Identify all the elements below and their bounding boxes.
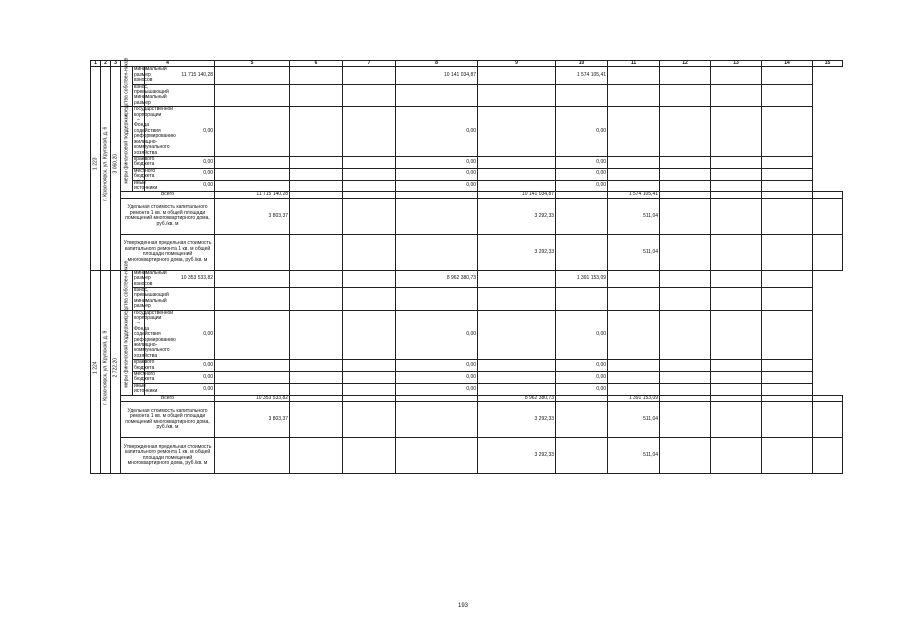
row-number-text: 1 223 <box>91 157 98 171</box>
cell-col9: 8 962 380,73 <box>396 270 478 287</box>
empty-cell <box>215 180 290 192</box>
table-row <box>91 360 843 372</box>
empty-cell <box>762 438 813 474</box>
col-header: 11 <box>608 61 660 67</box>
table-row <box>91 383 843 395</box>
empty-cell <box>660 84 711 107</box>
table-row <box>91 84 843 107</box>
row-label <box>133 83 169 107</box>
empty-cell <box>343 84 396 107</box>
row-label-text: Удельная стоимость капитального ремонта 1 кв. м общей площади помещений многоквартирного дома, руб./кв. м <box>125 407 210 430</box>
cell-col9: 0,00 <box>396 180 478 192</box>
empty-cell <box>215 67 290 84</box>
empty-cell <box>660 372 711 384</box>
empty-cell <box>608 168 660 180</box>
row-label-text: краевого бюджета <box>134 155 155 168</box>
cell-col9 <box>396 287 478 310</box>
empty-cell <box>608 156 660 168</box>
cell-col5 <box>215 234 290 270</box>
empty-cell <box>608 180 660 192</box>
empty-cell <box>711 372 762 384</box>
empty-cell <box>556 198 608 234</box>
empty-cell <box>762 360 813 372</box>
table-row <box>91 438 843 474</box>
row-label <box>133 155 155 168</box>
cell-col11: 0,00 <box>556 310 608 360</box>
empty-cell <box>343 360 396 372</box>
group-support-text: меры финансовой поддержки <box>122 318 129 388</box>
col-header: 9 <box>478 61 556 67</box>
table-row <box>91 198 843 234</box>
row-label-text: взнос, превышающий минимальный размер <box>134 286 169 310</box>
cell-col11: 0,00 <box>556 180 608 192</box>
empty-cell <box>608 270 660 287</box>
cell-col9: 0,00 <box>396 310 478 360</box>
table-row <box>91 107 843 157</box>
cell-col11: 511,04 <box>608 438 660 474</box>
group-support <box>121 310 133 395</box>
empty-cell <box>290 287 343 310</box>
empty-cell <box>343 198 396 234</box>
empty-cell <box>711 402 762 438</box>
empty-cell <box>215 360 290 372</box>
table-row <box>91 180 843 192</box>
empty-cell <box>711 67 762 84</box>
cell-col9 <box>396 84 478 107</box>
empty-cell <box>290 67 343 84</box>
empty-cell <box>660 168 711 180</box>
empty-cell <box>343 156 396 168</box>
empty-cell <box>215 156 290 168</box>
cell-col5: 0,00 <box>145 168 215 180</box>
cell-col9: 0,00 <box>396 156 478 168</box>
empty-cell <box>556 234 608 270</box>
empty-cell <box>290 156 343 168</box>
area-cell-text: 3 060,20 <box>111 154 118 174</box>
empty-cell <box>711 438 762 474</box>
group-own-funds <box>121 260 133 320</box>
cell-col9: 0,00 <box>396 168 478 180</box>
empty-cell <box>711 360 762 372</box>
empty-cell <box>660 310 711 360</box>
table-row <box>91 402 843 438</box>
empty-cell <box>608 84 660 107</box>
empty-cell <box>711 198 762 234</box>
empty-cell <box>290 198 343 234</box>
row-label <box>133 179 158 192</box>
empty-cell <box>608 383 660 395</box>
empty-cell <box>343 234 396 270</box>
empty-cell <box>290 438 343 474</box>
empty-cell <box>660 402 711 438</box>
area-cell <box>111 270 121 473</box>
empty-cell <box>711 84 762 107</box>
empty-cell <box>608 372 660 384</box>
cell-col11: 0,00 <box>556 168 608 180</box>
cell-col11: 0,00 <box>556 156 608 168</box>
cell-col5 <box>215 438 290 474</box>
empty-cell <box>215 107 290 157</box>
address-cell <box>101 270 111 473</box>
empty-cell <box>396 438 478 474</box>
empty-cell <box>215 383 290 395</box>
row-label <box>133 167 156 180</box>
row-label-text: государственной корпорации – Фонда содействия реформированию жилищно-коммунального хозяйства <box>134 106 176 156</box>
empty-cell <box>660 156 711 168</box>
row-label-text: местного бюджета <box>134 371 156 383</box>
empty-cell <box>711 107 762 157</box>
cell-col5: 0,00 <box>145 180 215 192</box>
cell-col5: 3 803,37 <box>215 402 290 438</box>
row-label-text: местного бюджета <box>134 167 156 180</box>
empty-cell <box>711 270 762 287</box>
table-row <box>91 310 843 360</box>
cell-col5: 0,00 <box>145 107 215 157</box>
table-row <box>91 287 843 310</box>
row-label-text: минимальный размер взносов <box>134 66 167 84</box>
col-header: 5 <box>215 61 290 67</box>
empty-cell <box>290 270 343 287</box>
empty-cell <box>762 310 813 360</box>
empty-cell <box>762 287 813 310</box>
row-label <box>133 371 156 384</box>
cell-col5: 11 715 140,28 <box>215 192 290 198</box>
empty-cell <box>478 372 556 384</box>
empty-cell <box>215 270 290 287</box>
empty-cell <box>478 107 556 157</box>
empty-cell <box>478 156 556 168</box>
col-header: 12 <box>660 61 711 67</box>
empty-cell <box>478 67 556 84</box>
cell-col9: 0,00 <box>396 383 478 395</box>
table-row <box>91 67 843 84</box>
row-label-text: Утвержденная предельная стоимость капитального ремонта 1 кв. м общей площади помещений многоквартирного дома, руб./кв. м <box>123 443 212 466</box>
col-header: 6 <box>290 61 343 67</box>
empty-cell <box>396 198 478 234</box>
empty-cell <box>762 168 813 180</box>
empty-cell <box>556 402 608 438</box>
table-row <box>91 234 843 270</box>
cell-col5: 0,00 <box>145 156 215 168</box>
area-cell-text: 2 722,20 <box>111 357 118 377</box>
cell-col5: 0,00 <box>145 310 215 360</box>
empty-cell <box>290 402 343 438</box>
col-header: 13 <box>711 61 762 67</box>
cell-col11: 0,00 <box>556 360 608 372</box>
cell-col11: 0,00 <box>556 107 608 157</box>
empty-cell <box>813 438 843 474</box>
empty-cell <box>762 180 813 192</box>
row-label <box>121 402 215 438</box>
col-header: 10 <box>556 61 608 67</box>
empty-cell <box>343 383 396 395</box>
empty-cell <box>290 234 343 270</box>
row-label-text: краевого бюджета <box>134 359 155 371</box>
empty-cell <box>290 372 343 384</box>
row-label-text: Удельная стоимость капитального ремонта 1 кв. м общей площади помещений многоквартирного дома, руб./кв. м <box>125 204 210 227</box>
empty-cell <box>660 67 711 84</box>
group-own-funds <box>121 57 133 117</box>
empty-cell <box>343 270 396 287</box>
col-header: 1 <box>91 61 101 67</box>
address-cell-text: г. Красноярск, ул. Крупской, д. 6 <box>101 126 108 201</box>
row-label <box>121 234 215 270</box>
empty-cell <box>215 372 290 384</box>
page-number: 193 <box>457 603 468 609</box>
cell-col5: 0,00 <box>145 360 215 372</box>
empty-cell <box>762 198 813 234</box>
empty-cell <box>343 107 396 157</box>
cell-col9: 0,00 <box>396 107 478 157</box>
cell-col11: 0,00 <box>556 383 608 395</box>
empty-cell <box>290 360 343 372</box>
address-cell <box>101 67 111 270</box>
row-label-text: взнос, превышающий минимальный размер <box>134 83 169 106</box>
empty-cell <box>343 438 396 474</box>
empty-cell <box>343 180 396 192</box>
group-support <box>121 107 133 192</box>
empty-cell <box>290 383 343 395</box>
empty-cell <box>343 287 396 310</box>
empty-cell <box>711 156 762 168</box>
col-header: 7 <box>343 61 396 67</box>
empty-cell <box>762 67 813 84</box>
row-label-text: иные источники <box>134 382 158 395</box>
empty-cell <box>556 438 608 474</box>
cell-col11 <box>556 84 608 107</box>
empty-cell <box>711 383 762 395</box>
empty-cell <box>762 156 813 168</box>
empty-cell <box>660 234 711 270</box>
col-header: 15 <box>813 61 843 67</box>
row-label <box>133 286 169 310</box>
row-label-text: Утвержденная предельная стоимость капитального ремонта 1 кв. м общей площади помещений многоквартирного дома, руб./кв. м <box>123 240 212 263</box>
empty-cell <box>660 438 711 474</box>
empty-cell <box>762 372 813 384</box>
cell-col5: 10 353 533,82 <box>215 395 290 401</box>
cell-col5: 0,00 <box>145 383 215 395</box>
empty-cell <box>478 360 556 372</box>
empty-cell <box>396 234 478 270</box>
cell-col5: 11 715 140,28 <box>145 67 215 84</box>
empty-cell <box>343 67 396 84</box>
empty-cell <box>608 287 660 310</box>
row-label <box>121 438 215 474</box>
table-row <box>91 270 843 287</box>
row-label-text: Всего <box>160 394 175 401</box>
empty-cell <box>762 107 813 157</box>
col-header: 8 <box>396 61 478 67</box>
col-header: 14 <box>762 61 813 67</box>
row-label-text: государственной корпорации – Фонда содействия реформированию жилищно-коммунального хозяйства <box>134 309 176 359</box>
empty-cell <box>396 402 478 438</box>
cell-col11: 1 574 105,41 <box>556 67 608 84</box>
cell-col11: 511,04 <box>608 234 660 270</box>
row-label-text: Всего <box>160 191 175 198</box>
empty-cell <box>290 107 343 157</box>
empty-cell <box>343 310 396 360</box>
cell-col9: 10 141 034,87 <box>478 192 556 198</box>
empty-cell <box>762 402 813 438</box>
empty-cell <box>608 310 660 360</box>
cell-col9: 10 141 034,87 <box>396 67 478 84</box>
row-label <box>133 106 176 157</box>
empty-cell <box>711 287 762 310</box>
empty-cell <box>762 383 813 395</box>
cell-col9: 0,00 <box>396 372 478 384</box>
cell-col5: 3 803,37 <box>215 198 290 234</box>
empty-cell <box>813 234 843 270</box>
empty-cell <box>215 287 290 310</box>
empty-cell <box>290 84 343 107</box>
group-own-funds-text: средства собствен-ников <box>122 260 129 320</box>
table-row <box>91 372 843 384</box>
row-label <box>133 359 155 372</box>
col-header: 3 <box>111 61 121 67</box>
empty-cell <box>762 234 813 270</box>
empty-cell <box>608 107 660 157</box>
empty-cell <box>478 310 556 360</box>
empty-cell <box>608 67 660 84</box>
empty-cell <box>660 383 711 395</box>
empty-cell <box>660 198 711 234</box>
empty-cell <box>813 402 843 438</box>
cell-col9: 0,00 <box>396 360 478 372</box>
empty-cell <box>215 168 290 180</box>
cell-col9: 3 292,33 <box>478 402 556 438</box>
address-cell-text: г. Красноярск, ул. Крупской, д. 9 <box>101 330 108 405</box>
empty-cell <box>215 310 290 360</box>
cell-col11: 0,00 <box>556 372 608 384</box>
row-label <box>121 198 215 234</box>
row-label <box>133 66 167 84</box>
cell-col11: 1 391 153,09 <box>556 270 608 287</box>
row-number-text: 1 224 <box>91 360 98 374</box>
empty-cell <box>660 107 711 157</box>
group-support-text: меры финансовой поддержки <box>122 114 129 184</box>
empty-cell <box>290 310 343 360</box>
empty-cell <box>290 168 343 180</box>
row-number <box>91 270 101 473</box>
cell-col9: 3 292,33 <box>478 198 556 234</box>
cell-col11: 511,04 <box>608 402 660 438</box>
empty-cell <box>215 84 290 107</box>
area-cell <box>111 67 121 270</box>
empty-cell <box>478 270 556 287</box>
group-own-funds-text: средства собствен-ников <box>122 57 129 117</box>
empty-cell <box>762 84 813 107</box>
empty-cell <box>343 372 396 384</box>
table-row <box>91 156 843 168</box>
cell-col11: 1 391 153,09 <box>608 395 660 401</box>
empty-cell <box>478 84 556 107</box>
empty-cell <box>813 198 843 234</box>
row-label <box>133 382 158 395</box>
col-header: 4 <box>121 61 215 67</box>
cell-col11: 1 574 105,41 <box>608 192 660 198</box>
col-header: 2 <box>101 61 111 67</box>
empty-cell <box>343 168 396 180</box>
cell-col9: 3 292,33 <box>478 234 556 270</box>
cell-col9: 3 292,33 <box>478 438 556 474</box>
empty-cell <box>290 180 343 192</box>
row-label-text: минимальный размер взносов <box>134 269 167 287</box>
empty-cell <box>478 287 556 310</box>
capital-repair-table <box>90 57 843 474</box>
empty-cell <box>478 180 556 192</box>
empty-cell <box>660 287 711 310</box>
empty-cell <box>608 360 660 372</box>
empty-cell <box>478 383 556 395</box>
empty-cell <box>660 270 711 287</box>
cell-col11 <box>556 287 608 310</box>
empty-cell <box>478 168 556 180</box>
row-label-text: иные источники <box>134 179 158 191</box>
cell-col11: 511,04 <box>608 198 660 234</box>
row-label <box>133 309 176 360</box>
empty-cell <box>711 168 762 180</box>
cell-col5: 0,00 <box>145 372 215 384</box>
cell-col9: 8 962 380,73 <box>478 395 556 401</box>
empty-cell <box>762 270 813 287</box>
cell-col5: 10 353 533,82 <box>145 270 215 287</box>
empty-cell <box>711 180 762 192</box>
row-number <box>91 67 101 270</box>
table-row <box>91 168 843 180</box>
empty-cell <box>660 360 711 372</box>
row-label <box>133 269 167 287</box>
empty-cell <box>660 180 711 192</box>
empty-cell <box>711 310 762 360</box>
empty-cell <box>343 402 396 438</box>
empty-cell <box>711 234 762 270</box>
